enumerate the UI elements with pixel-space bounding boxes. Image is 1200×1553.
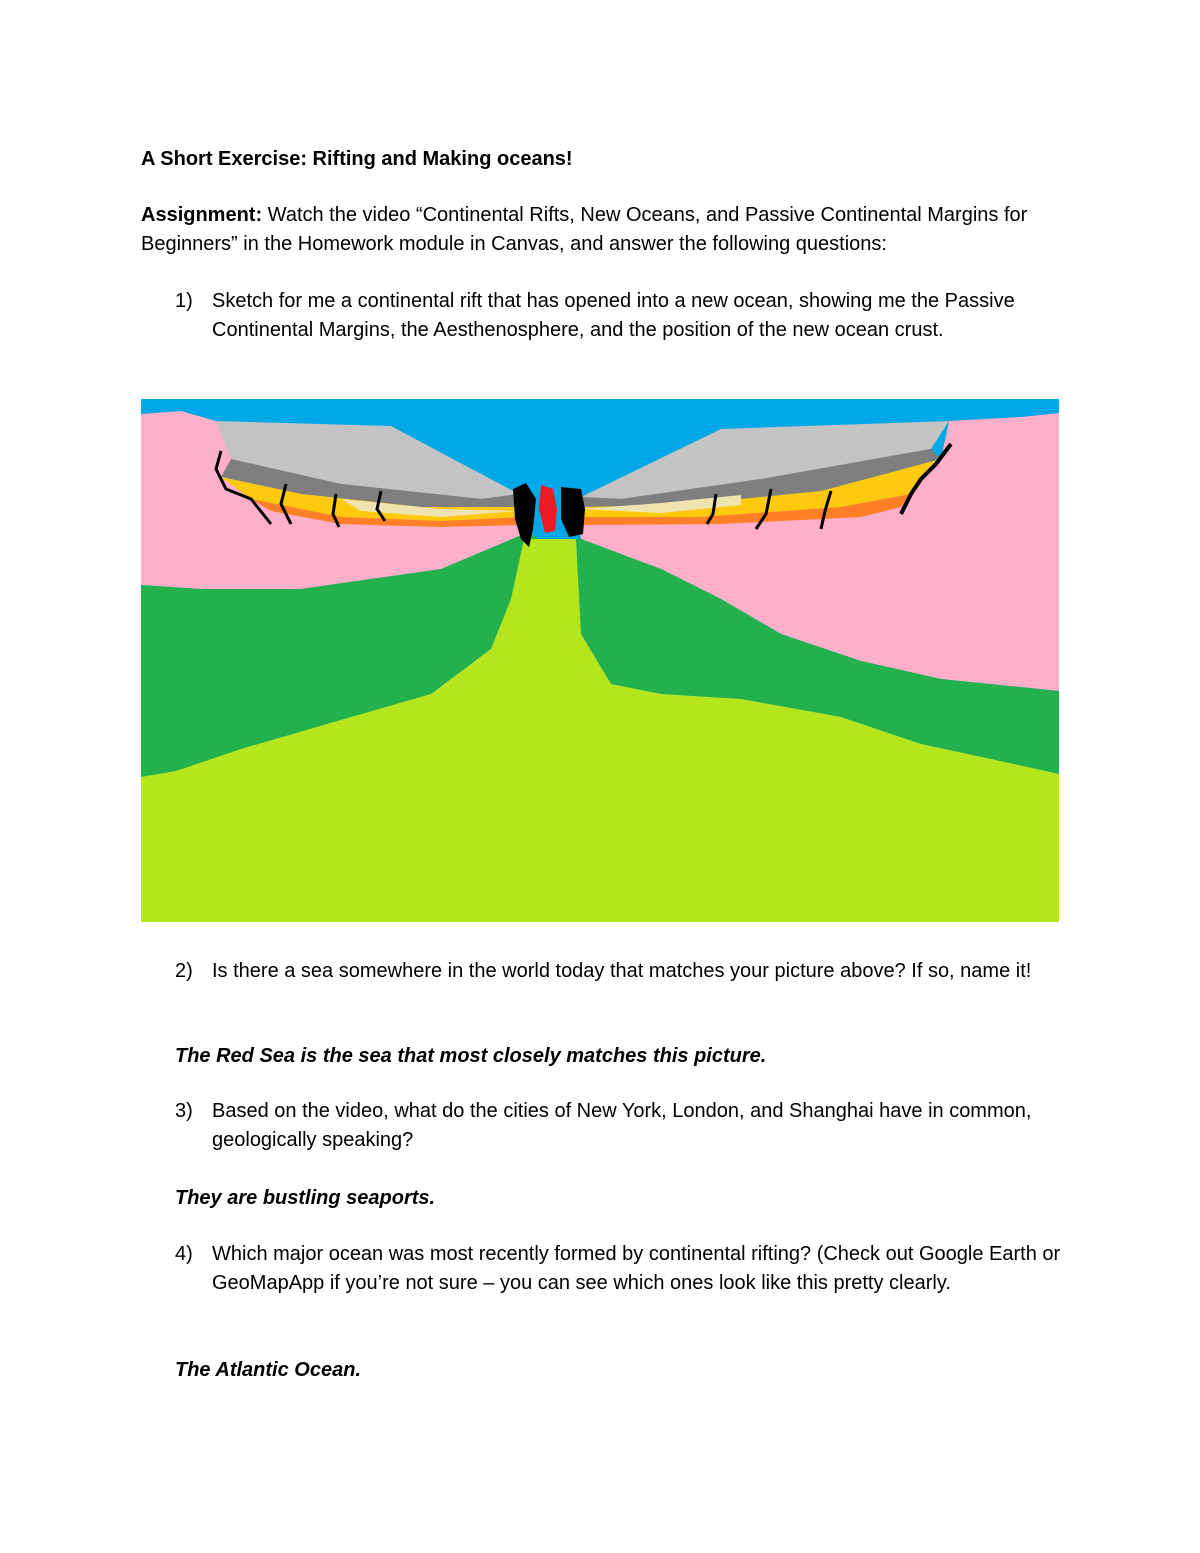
question-3 — [175, 1097, 1065, 1155]
question-text: Which major ocean was most recently formed by continental rifting? (Check out Google Earth or GeoMapApp if you’re not sure – you can see which ones look like this pretty clearly. — [212, 1243, 1061, 1294]
question-4 — [175, 1240, 1065, 1298]
rift-sketch-image — [141, 399, 1059, 922]
question-number: 2) — [175, 960, 193, 982]
question-text: Sketch for me a continental rift that has opened into a new ocean, showing me the Passive Continental Margins, the Aesthenosphere, and the position of the new ocean crust. — [212, 290, 1015, 341]
question-number: 1) — [175, 290, 193, 312]
answer-4: The Atlantic Ocean. — [175, 1359, 361, 1381]
assignment-label: Assignment: — [141, 204, 263, 226]
question-text: Is there a sea somewhere in the world today that matches your picture above? If so, name it! — [212, 960, 1032, 982]
question-text: Based on the video, what do the cities of New York, London, and Shanghai have in common, geologically speaking? — [212, 1100, 1032, 1151]
question-1 — [175, 287, 1065, 345]
answer-3: They are bustling seaports. — [175, 1187, 436, 1209]
assignment-text: Watch the video “Continental Rifts, New Oceans, and Passive Continental Margins for Beginners” in the Homework module in Canvas, and answer the following questions: — [141, 204, 1028, 255]
question-number: 4) — [175, 1243, 193, 1265]
assignment-paragraph — [141, 201, 1071, 259]
answer-2: The Red Sea is the sea that most closely matches this picture. — [175, 1045, 767, 1067]
page-title: A Short Exercise: Rifting and Making oceans! — [141, 148, 573, 170]
question-number: 3) — [175, 1100, 193, 1122]
question-2 — [175, 957, 1065, 986]
